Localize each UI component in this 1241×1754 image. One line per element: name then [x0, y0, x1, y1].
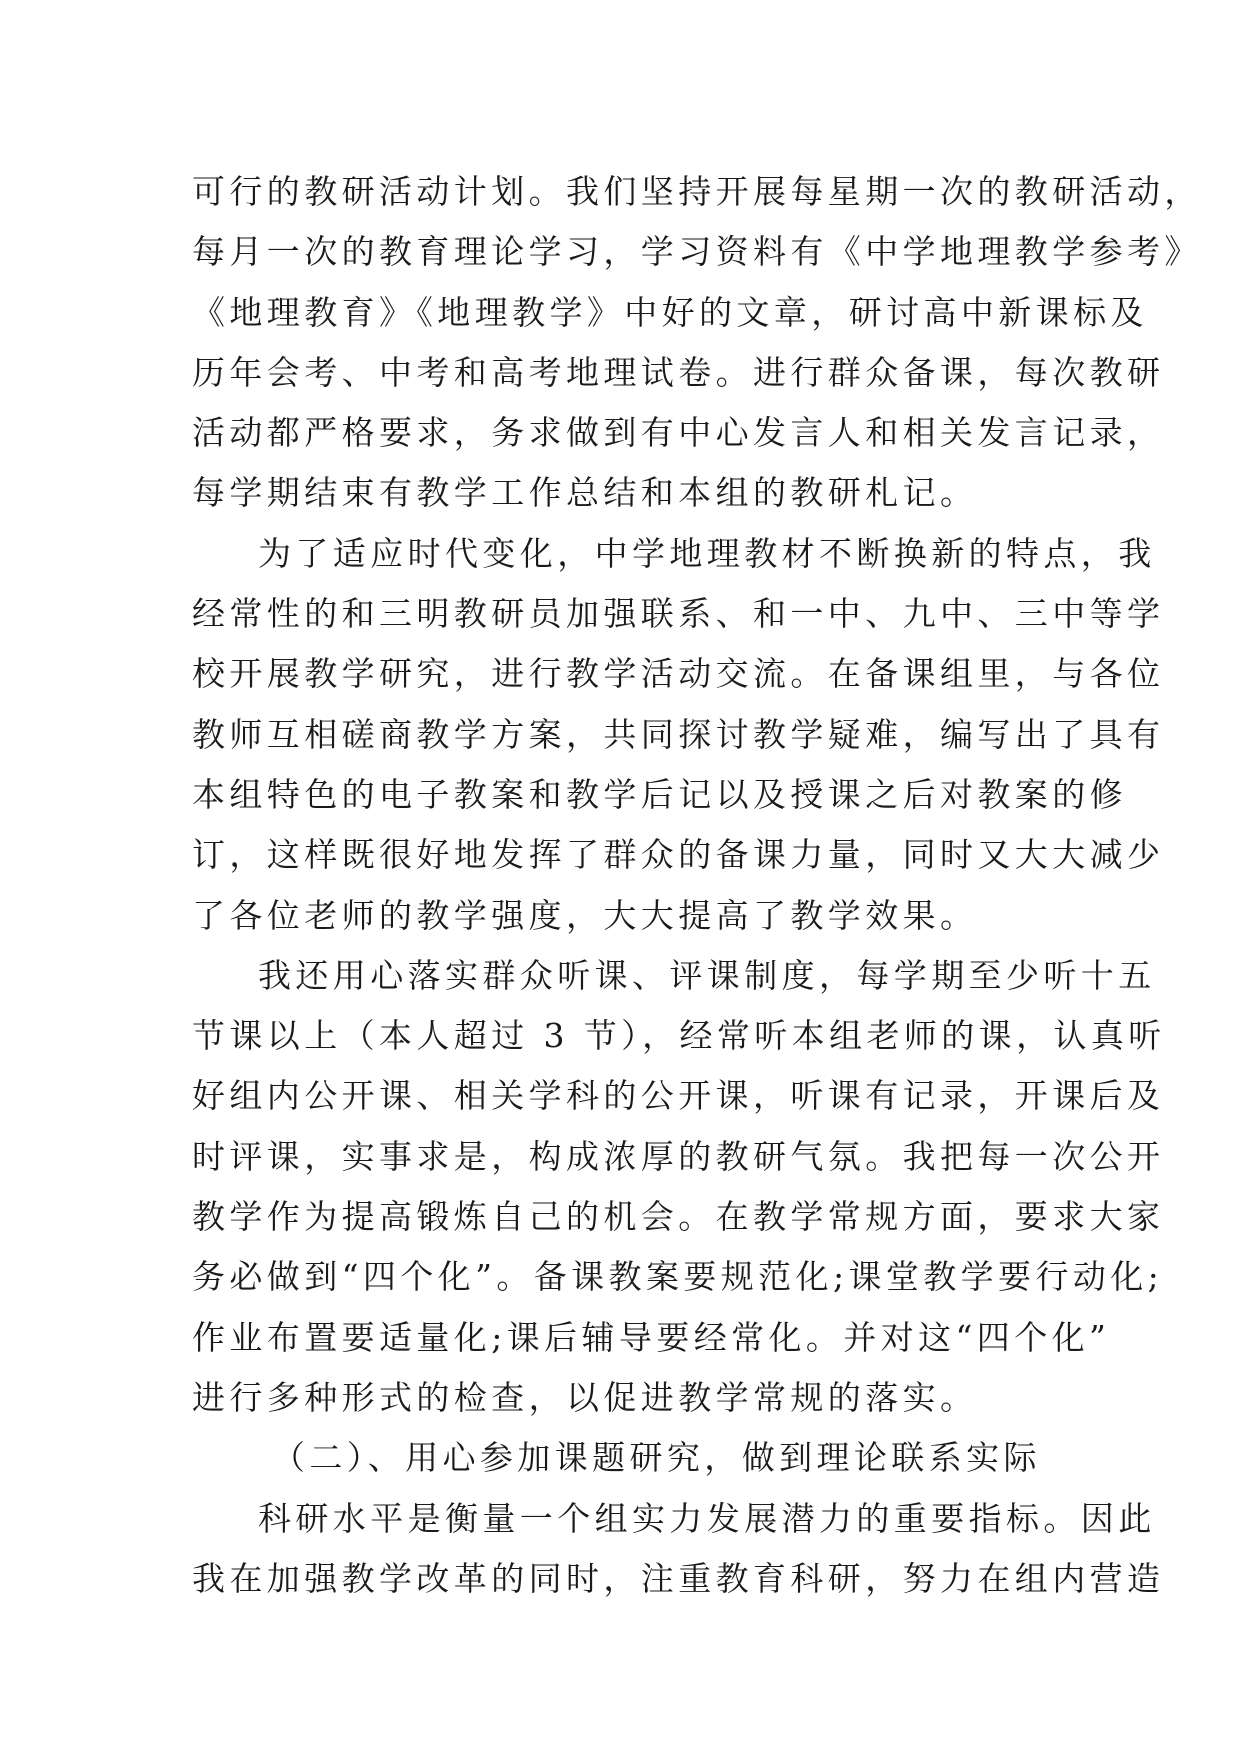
text-line: 《地理教育》《地理教学》中好的文章，研讨高中新课标及 — [192, 292, 1148, 332]
text-line: 节课以上（本人超过 3 节），经常听本组老师的课，认真听 — [192, 1016, 1166, 1056]
text-line: 每月一次的教育理论学习，学习资料有《中学地理教学参考》 — [192, 232, 1202, 272]
text-line: 教学作为提高锻炼自己的机会。在教学常规方面，要求大家 — [192, 1197, 1165, 1237]
text-line: 时评课，实事求是，构成浓厚的教研气氛。我把每一次公开 — [192, 1136, 1165, 1176]
text-line: 经常性的和三明教研员加强联系、和一中、九中、三中等学 — [192, 594, 1165, 634]
text-line: 本组特色的电子教案和教学后记以及授课之后对教案的修 — [192, 774, 1127, 814]
text-line: 历年会考、中考和高考地理试卷。进行群众备课，每次教研 — [192, 352, 1165, 392]
paragraph-first-line: 为了适应时代变化，中学地理教材不断换新的特点，我 — [258, 533, 1156, 573]
text-line: 订，这样既很好地发挥了群众的备课力量，同时又大大减少 — [192, 835, 1165, 875]
text-line: 校开展教学研究，进行教学活动交流。在备课组里，与各位 — [192, 654, 1165, 694]
text-line: 作业布置要适量化;课后辅导要经常化。并对这“四个化” — [192, 1317, 1111, 1357]
text-line: 活动都严格要求，务求做到有中心发言人和相关发言记录， — [192, 413, 1165, 453]
text-line: 我在加强教学改革的同时，注重教育科研，努力在组内营造 — [192, 1558, 1165, 1598]
paragraph-first-line: 科研水平是衡量一个组实力发展潜力的重要指标。因此 — [258, 1498, 1156, 1538]
text-line: 每学期结束有教学工作总结和本组的教研札记。 — [192, 473, 978, 513]
section-heading: （二）、用心参加课题研究，做到理论联系实际 — [272, 1438, 1041, 1478]
text-line: 务必做到“四个化”。备课教案要规范化;课堂教学要行动化; — [192, 1257, 1164, 1297]
body-text — [192, 162, 1202, 1609]
paragraph-first-line: 我还用心落实群众听课、评课制度，每学期至少听十五 — [258, 955, 1156, 995]
text-line: 教师互相磋商教学方案，共同探讨教学疑难，编写出了具有 — [192, 714, 1165, 754]
text-line: 了各位老师的教学强度，大大提高了教学效果。 — [192, 895, 978, 935]
text-line: 可行的教研活动计划。我们坚持开展每星期一次的教研活动， — [192, 172, 1202, 211]
text-line: 好组内公开课、相关学科的公开课，听课有记录，开课后及 — [192, 1076, 1165, 1116]
text-line: 进行多种形式的检查，以促进教学常规的落实。 — [192, 1377, 978, 1417]
